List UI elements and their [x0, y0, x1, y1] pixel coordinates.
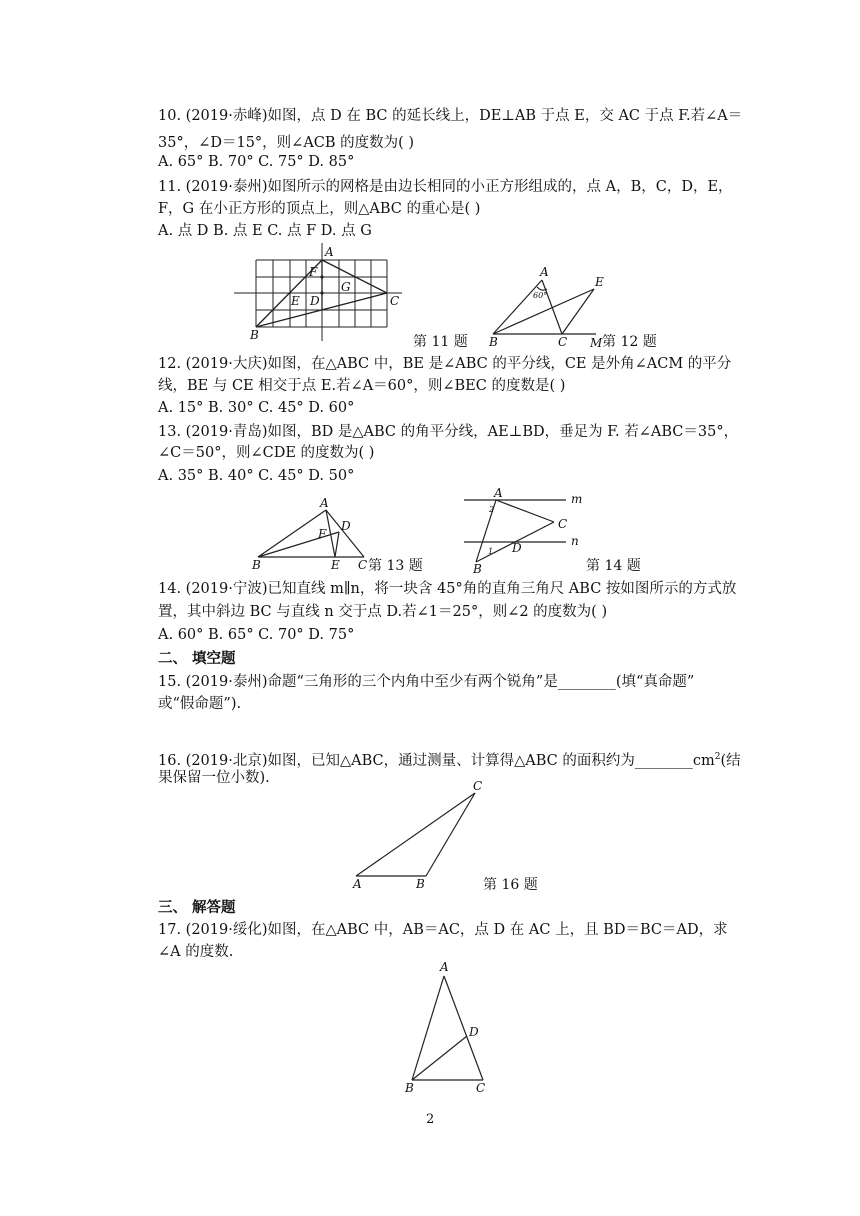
fig11-label-b: B [250, 328, 259, 342]
q12-line1: 12. (2019·大庆)如图，在△ABC 中，BE 是∠ABC 的平分线，CE 是外角∠ACM 的平分 [158, 356, 732, 372]
figure-17 [402, 958, 492, 1098]
fig14-label-m: m [571, 492, 583, 506]
fig14-label-n: n [571, 534, 579, 548]
q16-line1-prefix: 16. (2019·北京)如图，已知△ABC，通过测量、计算得△ABC 的面积约为________cm [158, 752, 715, 769]
q13-options: A. 35° B. 40° C. 45° D. 50° [158, 468, 355, 484]
q11-line2: F，G 在小正方形的顶点上，则△ABC 的重心是( ) [158, 201, 481, 217]
q17-line2: ∠A 的度数. [158, 944, 234, 960]
fig14-angle-2: 2 [489, 505, 495, 514]
fig14-label-a: A [494, 486, 503, 500]
section-solve: 三、 解答题 [158, 899, 236, 916]
q14-line1: 14. (2019·宁波)已知直线 m∥n，将一块含 45°角的直角三角尺 ABC 按如图所示的方式放 [158, 581, 737, 597]
q14-options: A. 60° B. 65° C. 70° D. 75° [158, 627, 355, 643]
fig14-label-d: D [512, 541, 522, 555]
fig12-angle-label: 60° [533, 291, 548, 300]
q13-line2: ∠C＝50°，则∠CDE 的度数为( ) [158, 445, 375, 461]
q15-line2: 或“假命题”). [158, 696, 242, 712]
figure-13 [250, 495, 375, 575]
q12-options: A. 15° B. 30° C. 45° D. 60° [158, 400, 355, 416]
q10-line1: 10. (2019·赤峰)如图，点 D 在 BC 的延长线上，DE⊥AB 于点 E，交 AC 于点 F.若∠A＝ [158, 108, 743, 124]
fig16-label-a: A [353, 877, 362, 891]
page-number: 2 [426, 1112, 435, 1127]
fig11-caption: 第 11 题 [413, 334, 468, 350]
fig16-caption: 第 16 题 [483, 877, 538, 893]
fig13-label-f: F [318, 527, 327, 541]
q14-line2: 置，其中斜边 BC 与直线 n 交于点 D.若∠1＝25°，则∠2 的度数为( ) [158, 604, 608, 620]
figure-12 [488, 265, 608, 350]
q11-line1: 11. (2019·泰州)如图所示的网格是由边长相同的小正方形组成的，点 A，B，C，D，E， [158, 179, 733, 195]
q12-line2: 线，BE 与 CE 相交于点 E.若∠A＝60°，则∠BEC 的度数是( ) [158, 378, 566, 394]
fig17-label-a: A [440, 960, 449, 974]
figure-11 [232, 242, 412, 342]
figure-14 [462, 485, 592, 575]
q10-options: A. 65° B. 70° C. 75° D. 85° [158, 154, 355, 170]
figure-16 [350, 778, 485, 890]
fig11-label-a: A [325, 245, 334, 259]
fig11-label-d: D [310, 294, 320, 308]
q16-line1-suffix: (结 [720, 752, 741, 769]
fig12-label-b: B [489, 335, 498, 349]
fig14-angle-1: 1 [488, 547, 494, 556]
fig17-label-d: D [469, 1025, 479, 1039]
q16-line1-sup: 2 [714, 752, 721, 762]
q17-line1: 17. (2019·绥化)如图，在△ABC 中，AB＝AC，点 D 在 AC 上，且 BD＝BC＝AD，求 [158, 922, 728, 938]
fig17-label-c: C [476, 1081, 486, 1095]
fig13-label-c: C [358, 558, 368, 572]
section-fill-in: 二、 填空题 [158, 650, 236, 667]
fig11-label-e: E [291, 294, 300, 308]
q16-line2: 果保留一位小数). [158, 770, 270, 786]
fig13-label-a: A [320, 496, 329, 510]
fig11-label-f: F [309, 265, 318, 279]
fig14-caption: 第 14 题 [586, 558, 641, 574]
fig11-label-c: C [390, 294, 400, 308]
q11-options: A. 点 D B. 点 E C. 点 F D. 点 G [158, 223, 372, 239]
fig12-caption: 第 12 题 [602, 334, 657, 350]
fig17-label-b: B [405, 1081, 414, 1095]
fig14-label-b: B [473, 562, 482, 576]
fig12-label-m: M [590, 336, 603, 350]
fig13-label-d: D [341, 519, 351, 533]
fig14-label-c: C [558, 517, 568, 531]
fig12-label-c: C [558, 335, 568, 349]
q10-line2: 35°，∠D＝15°，则∠ACB 的度数为( ) [158, 135, 415, 151]
q15-line1: 15. (2019·泰州)命题“三角形的三个内角中至少有两个锐角”是________(填“真命题” [158, 674, 695, 690]
fig16-label-c: C [473, 779, 483, 793]
fig12-label-e: E [595, 275, 604, 289]
fig13-caption: 第 13 题 [368, 558, 423, 574]
q13-line1: 13. (2019·青岛)如图，BD 是△ABC 的角平分线，AE⊥BD，垂足为 F. 若∠ABC＝35°， [158, 424, 739, 440]
fig13-label-e: E [331, 558, 340, 572]
fig11-label-g: G [341, 280, 351, 294]
fig16-label-b: B [416, 877, 425, 891]
fig12-label-a: A [540, 265, 549, 279]
fig13-label-b: B [252, 558, 261, 572]
